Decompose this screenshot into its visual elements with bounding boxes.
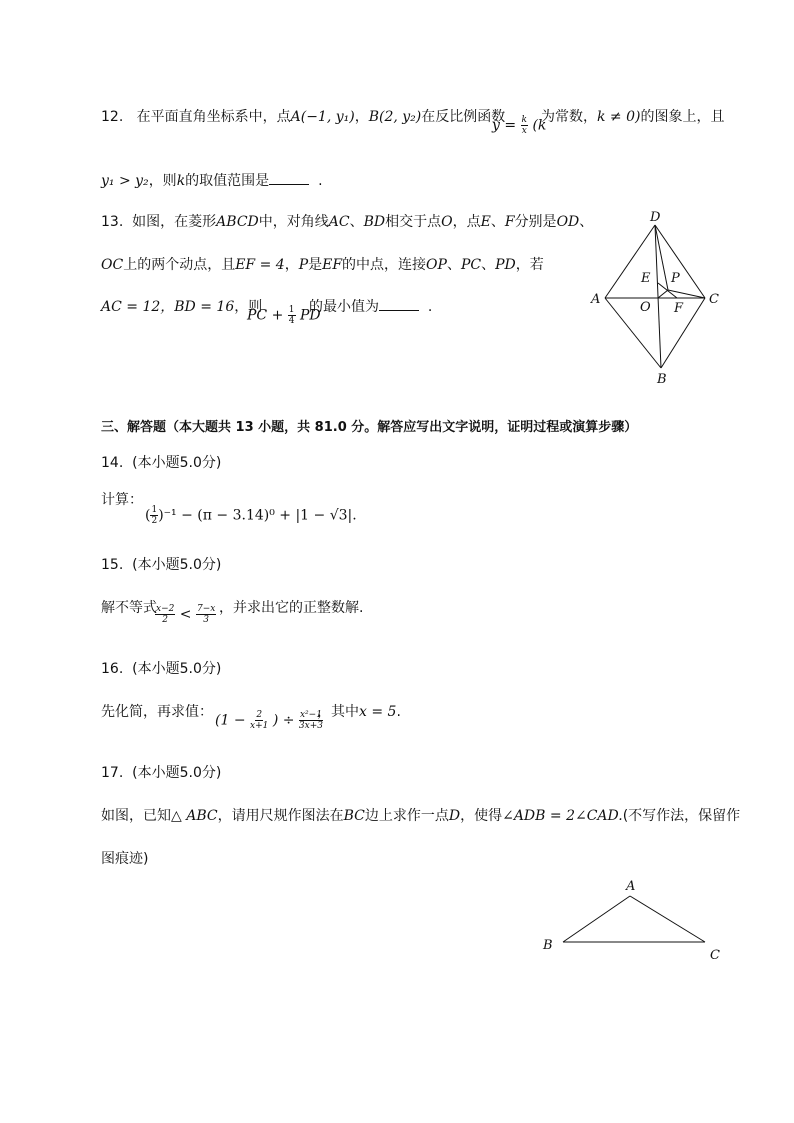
q16-x-value: x = 5 (359, 704, 397, 720)
q12-function (492, 115, 546, 136)
q13-number: 13. (101, 214, 124, 230)
q15-body (101, 597, 157, 617)
q12-number: 12. (101, 109, 124, 125)
q13-text: 如图，在菱形 (132, 214, 217, 230)
q13-text: 分别是 (514, 214, 557, 230)
q13-pd: PD (495, 257, 516, 273)
q16-period: . (396, 704, 401, 720)
q12-k-cond: k ≠ 0) (597, 109, 641, 125)
q12-point-b: B(2, y₂) (368, 109, 422, 125)
q15-number: 15. (101, 557, 124, 573)
q14-frac: $\frac{1}{2}$ (151, 505, 158, 526)
label-e: E (641, 271, 651, 286)
q15-score: (本小题5.0分) (132, 557, 222, 573)
triangle-side-ac (630, 896, 705, 942)
q16-expr-a: (1 − (215, 712, 246, 729)
q13-line3 (101, 296, 262, 316)
q14-expr-rest: )⁻¹ − (π − 3.14)⁰ + |1 − √3|. (158, 507, 357, 524)
q14-label: 计算： (101, 492, 143, 508)
q15-right-frac: $\frac{7-x}{3}$ (196, 604, 216, 625)
q13-line3-tail (309, 296, 432, 316)
q13-text: ，若 (515, 257, 544, 273)
q15-label: 解不等式 (101, 600, 157, 616)
rhombus-side-da (605, 225, 655, 298)
q14-paren: ( (145, 507, 151, 524)
q13-then: ，则 (234, 299, 263, 315)
q17-number: 17. (101, 765, 124, 781)
q13-od: OD (556, 214, 580, 230)
q13-ef-len: EF = 4 (235, 257, 285, 273)
q13-text: 上的两个动点，且 (123, 257, 236, 273)
q13-text: ， (284, 257, 299, 273)
q17-bc: BC (343, 808, 365, 824)
label-a: A (591, 292, 601, 307)
q13-f: F (504, 214, 515, 230)
q13-text: 相交于点 (385, 214, 442, 230)
q17-triangle-figure (535, 875, 730, 965)
q15-left-frac: $\frac{x-2}{2}$ (156, 604, 175, 625)
q16-frac-b: $\frac{\text{x²−1}}{3x+3}$ (298, 710, 323, 731)
q13-text: 、 (446, 257, 461, 273)
q12-point-a: A(−1, y₁) (290, 109, 355, 125)
q12-line1: 12. 在平面直角坐标系中，点A(−1, y₁)，B(2, y₂)在反比例函数 (101, 109, 506, 125)
q12-k: k (176, 173, 186, 189)
q16-expression (215, 710, 323, 731)
q13-text: 、 (579, 214, 594, 230)
q13-given: AC = 12，BD = 16 (101, 299, 235, 315)
q15-lt: < (179, 606, 192, 623)
q13-line1 (101, 211, 593, 231)
q13-answer-blank[interactable] (379, 298, 419, 311)
q17-text: ，使得 (460, 808, 503, 824)
q13-oc: OC (101, 257, 124, 273)
q12-func-paren: (k (532, 117, 547, 134)
rhombus-side-ab (605, 298, 661, 368)
q17-line2: 图痕迹) (101, 851, 149, 867)
q17-triangle: △ ABC (171, 808, 218, 824)
q15-tail: ，并求出它的正整数解. (219, 600, 364, 616)
q13-ac: AC (328, 214, 350, 230)
q17-text: 边上求作一点 (364, 808, 449, 824)
q16-tail (317, 701, 401, 721)
q12-text: 在平面直角坐标系中，点 (136, 109, 291, 125)
q13-bd: BD (363, 214, 386, 230)
q12-range-text: 的取值范围是 (185, 173, 270, 189)
segment-op (658, 290, 668, 298)
q15-header (101, 554, 221, 574)
q13-ef: EF (322, 257, 343, 273)
q13-text: 、 (481, 257, 496, 273)
q12-line1-tail (541, 106, 724, 126)
q12-func-frac: $\frac{k}{x}$ (521, 115, 528, 136)
q13-expr-pd: PD (299, 307, 321, 324)
q12-line2 (101, 170, 323, 190)
q17-condition: ∠ADB = 2∠CAD. (502, 808, 623, 824)
q16-expr-b: ) ÷ (272, 712, 295, 729)
q13-text: 、 (349, 214, 364, 230)
q12-period: . (318, 173, 323, 189)
q12-cond: y₁ > y₂ (101, 173, 149, 189)
q13-period: . (427, 299, 433, 315)
label-c: C (710, 948, 720, 963)
q16-label: 先化简，再求值： (101, 704, 213, 720)
q17-text: 如图，已知 (101, 808, 171, 824)
q13-o: O (441, 214, 453, 230)
q13-text: ，点 (452, 214, 481, 230)
q14-score: (本小题5.0分) (132, 455, 222, 471)
label-f: F (674, 301, 684, 316)
triangle-side-ab (563, 896, 630, 942)
label-b: B (657, 372, 667, 387)
q14-header (101, 452, 221, 472)
q17-text: (不写作法，保留作 (622, 808, 741, 824)
label-c: C (709, 292, 719, 307)
q16-score: (本小题5.0分) (132, 661, 222, 677)
q17-score: (本小题5.0分) (132, 765, 222, 781)
q14-expression (145, 505, 357, 526)
label-a: A (626, 879, 636, 894)
q13-text: 是 (308, 257, 323, 273)
q13-expr-pc: PC + (247, 307, 284, 324)
section3-title: 三、解答题（本大题共 13 小题，共 81.0 分。解答应写出文字说明，证明过程或演算步骤） (101, 420, 638, 435)
q17-text: ，请用尺规作图法在 (217, 808, 344, 824)
q17-d: D (448, 808, 461, 824)
q13-min-text: 的最小值为 (309, 299, 379, 315)
q16-number: 16. (101, 661, 124, 677)
label-p: P (671, 271, 680, 286)
q17-header (101, 762, 221, 782)
q17-line1 (101, 805, 740, 825)
q13-text: 的中点，连接 (342, 257, 427, 273)
q13-pc: PC (460, 257, 482, 273)
label-b: B (543, 938, 553, 953)
q13-rhombus: ABCD (216, 214, 259, 230)
label-o: O (640, 300, 651, 315)
q13-rhombus-figure (585, 205, 725, 390)
label-d: D (650, 210, 661, 225)
q13-text: 中，对角线 (258, 214, 329, 230)
q13-p: P (298, 257, 309, 273)
q16-where: ，其中 (317, 704, 359, 720)
q15-inequality (155, 604, 216, 625)
q13-text: 、 (490, 214, 505, 230)
q13-op: OP (426, 257, 447, 273)
q13-expr-frac: $\frac{1}{4}$ (288, 305, 295, 326)
q16-frac-a: $\frac{2}{x+1}$ (250, 710, 269, 731)
q13-e: E (480, 214, 491, 230)
q14-number: 14. (101, 455, 124, 471)
q12-answer-blank[interactable] (269, 172, 309, 185)
segment-pc (668, 290, 705, 298)
q12-then: ，则 (148, 173, 177, 189)
q16-header (101, 658, 221, 678)
q12-func-y: y = (492, 117, 517, 134)
q12-func-text: 在反比例函数 (421, 109, 506, 125)
q12-const-text: 为常数， (541, 109, 597, 125)
q13-line2 (101, 254, 544, 274)
q12-tail: 的图象上，且 (640, 109, 725, 125)
